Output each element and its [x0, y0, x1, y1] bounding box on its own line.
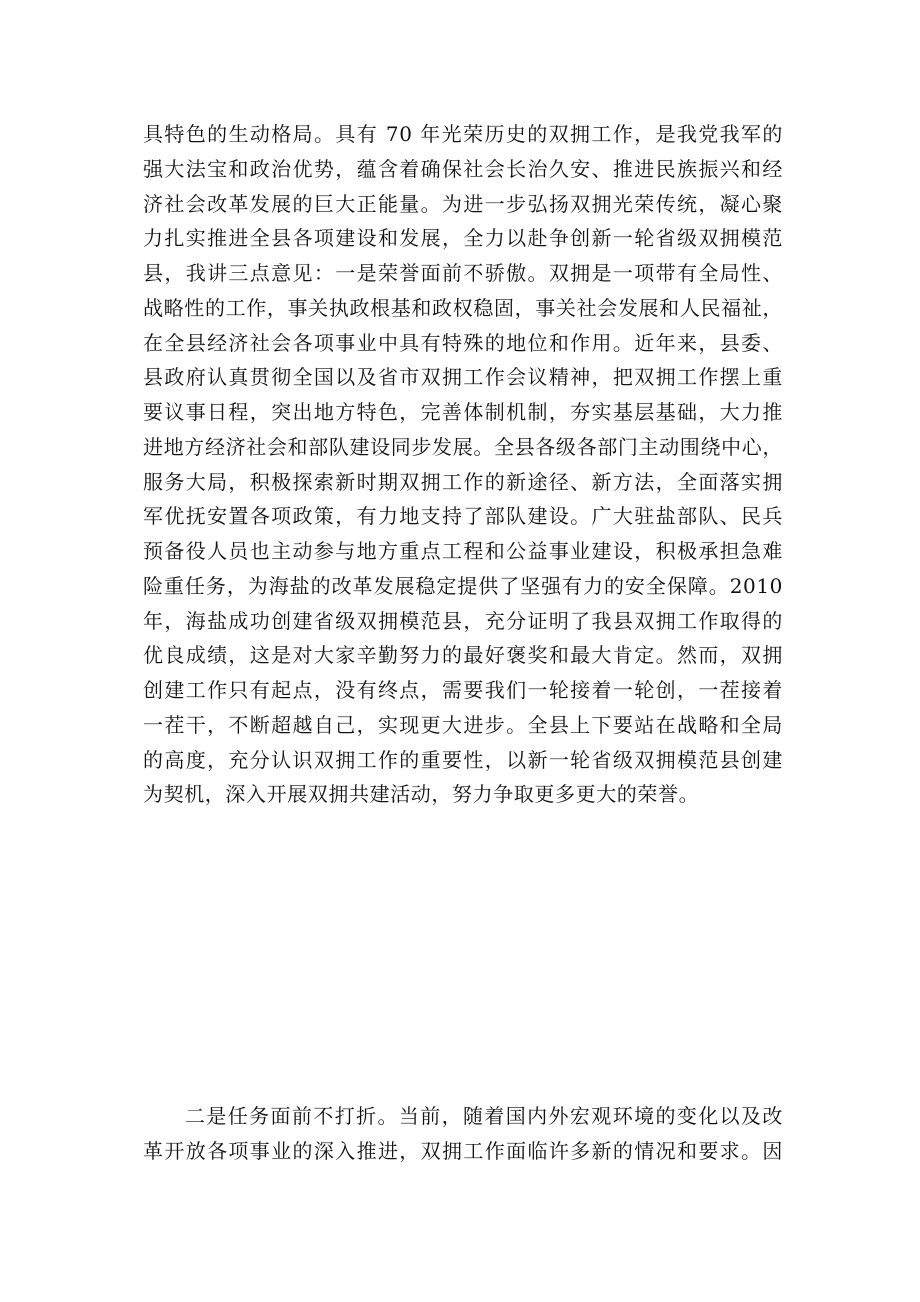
text-line: 的高度，充分认识双拥工作的重要性，以新一轮省级双拥模范县创建: [143, 747, 783, 772]
text-line: 险重任务，为海盐的改革发展稳定提供了坚强有力的安全保障。2010: [143, 573, 783, 598]
text-line: 一茬干，不断超越自己，实现更大进步。全县上下要站在战略和全局: [143, 712, 783, 737]
text-line: 县，我讲三点意见：一是荣誉面前不骄傲。双拥是一项带有全局性、: [143, 261, 783, 285]
text-line: 革开放各项事业的深入推进，双拥工作面临许多新的情况和要求。因: [143, 1138, 783, 1163]
text-line: 力扎实推进全县各项建设和发展，全力以赴争创新一轮省级双拥模范: [143, 226, 783, 251]
text-line: 军优抚安置各项政策，有力地支持了部队建设。广大驻盐部队、民兵: [143, 504, 783, 529]
text-line: 进地方经济社会和部队建设同步发展。全县各级各部门主动围绕中心，: [143, 434, 783, 459]
text-line: 创建工作只有起点，没有终点，需要我们一轮接着一轮创，一茬接着: [143, 678, 783, 702]
text-line: 预备役人员也主动参与地方重点工程和公益事业建设，积极承担急难: [143, 539, 783, 563]
text-line: 服务大局，积极探索新时期双拥工作的新途径、新方法，全面落实拥: [143, 469, 783, 494]
text-line: 具特色的生动格局。具有 70 年光荣历史的双拥工作，是我党我军的: [143, 122, 783, 146]
text-line-indented: 二是任务面前不打折。当前，随着国内外宏观环境的变化以及改: [185, 1104, 783, 1128]
text-line: 县政府认真贯彻全国以及省市双拥工作会议精神，把双拥工作摆上重: [143, 365, 783, 390]
text-line: 强大法宝和政治优势，蕴含着确保社会长治久安、推进民族振兴和经: [143, 156, 783, 181]
text-line-last: 为契机，深入开展双拥共建活动，努力争取更多更大的荣誉。: [143, 782, 700, 807]
text-line: 济社会改革发展的巨大正能量。为进一步弘扬双拥光荣传统，凝心聚: [143, 191, 783, 216]
text-line: 要议事日程，突出地方特色，完善体制机制，夯实基层基础，大力推: [143, 400, 783, 424]
paragraph-2: [143, 1099, 783, 1169]
text-line: 年，海盐成功创建省级双拥模范县，充分证明了我县双拥工作取得的: [143, 608, 783, 633]
text-line: 战略性的工作，事关执政根基和政权稳固，事关社会发展和人民福祉，: [143, 295, 783, 320]
paragraph-1: [143, 117, 783, 812]
text-line: 优良成绩，这是对大家辛勤努力的最好褒奖和最大肯定。然而，双拥: [143, 643, 783, 668]
text-line: 在全县经济社会各项事业中具有特殊的地位和作用。近年来，县委、: [143, 330, 783, 355]
